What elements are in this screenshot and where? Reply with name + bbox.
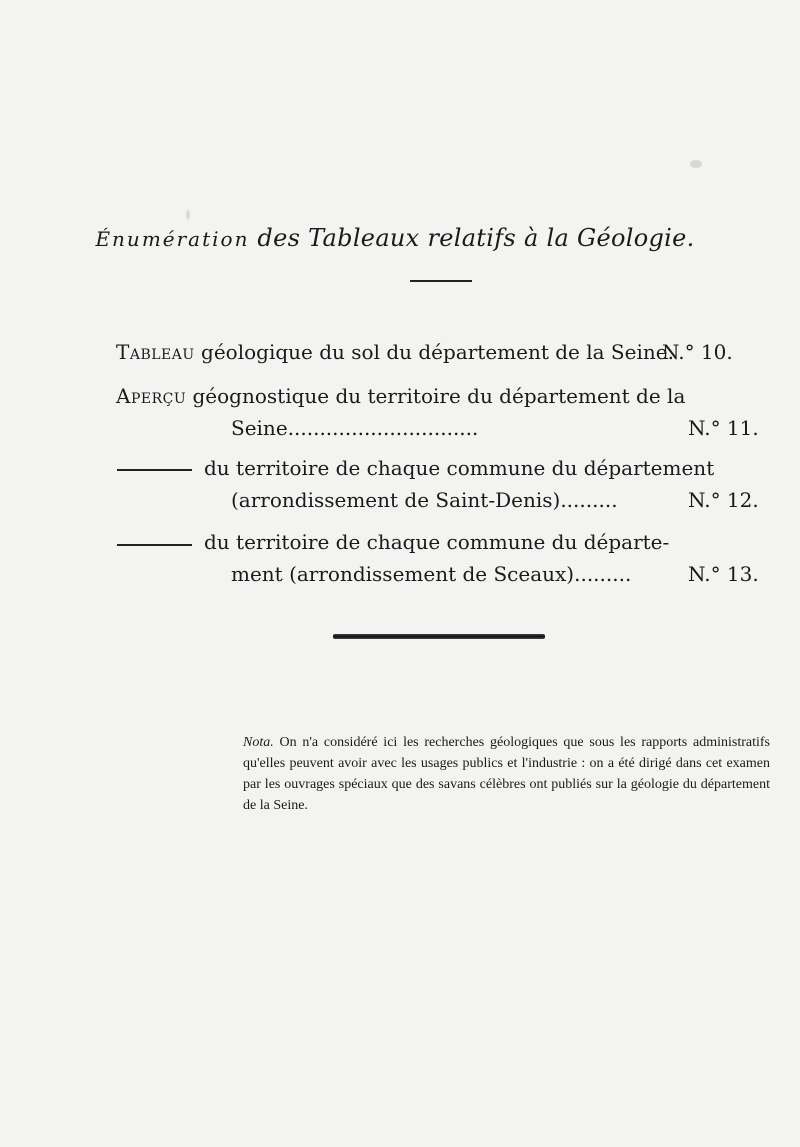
entry-text: (arrondissement de Saint-Denis) [231, 488, 561, 512]
ink-speck [186, 210, 190, 220]
page-heading [0, 224, 800, 252]
section-rule [333, 634, 545, 639]
entry-line [116, 342, 674, 362]
ditto-dash [117, 544, 192, 546]
heading-rule [410, 280, 472, 282]
entry-number: N.° 10. [662, 340, 733, 364]
entry-text: Seine [231, 416, 288, 440]
entry-line [116, 386, 685, 406]
entry-text: ment (arrondissement de Sceaux) [231, 562, 575, 586]
entry-text: du territoire de chaque commune du département [204, 456, 715, 480]
entry-text: géognostique du territoire du département de la [192, 384, 686, 408]
entry-number: N.° 11. [688, 416, 759, 440]
heading-rest: des Tableaux relatifs à la Géologie. [257, 224, 695, 252]
entry-number: N.° 13. [688, 562, 759, 586]
nota-paragraph [243, 732, 770, 816]
entry-number: N.° 12. [688, 488, 759, 512]
entry-text: géologique du sol du département de la Seine. [201, 340, 674, 364]
entry-line [204, 458, 714, 478]
entry-text: du territoire de chaque commune du départe- [204, 530, 670, 554]
entry-lead: Tableau [116, 340, 195, 364]
entry-lead: Aperçu [116, 384, 187, 408]
entry-line-2 [231, 490, 618, 510]
ditto-dash [117, 469, 192, 471]
dot-leader: ......... [574, 562, 632, 586]
nota-label: Nota. [243, 735, 274, 750]
dot-leader: ......... [560, 488, 618, 512]
nota-text: On n'a considéré ici les recherches géologiques que sous les rapports administratifs qu'elles peuvent avoir avec les usages publics et l'industrie : on a été dirigé dans cet examen par les ouvrages spéciaux que des savans célèbres ont publiés sur la géologie du département de la Seine. [243, 735, 771, 813]
dot-leader: .............................. [287, 416, 479, 440]
entry-line-2 [231, 564, 631, 584]
heading-caps: Énumération [95, 227, 250, 251]
ink-speck [690, 160, 702, 168]
entry-line [204, 532, 669, 552]
entry-line-2 [231, 418, 478, 438]
